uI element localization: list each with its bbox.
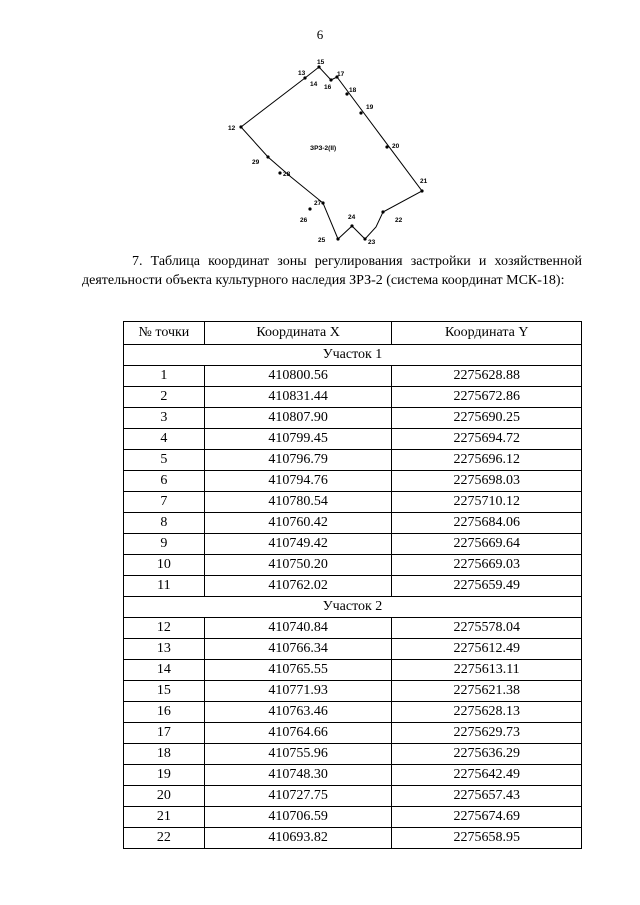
table-row — [124, 702, 582, 723]
cell-point-number: 3 — [124, 408, 205, 429]
cell-point-number: 22 — [124, 828, 205, 849]
cell-point-number: 13 — [124, 639, 205, 660]
section-row — [124, 597, 582, 618]
cell-point-number: 1 — [124, 366, 205, 387]
cell-point-number: 16 — [124, 702, 205, 723]
zone-plan-diagram — [0, 0, 640, 250]
point-label: 28 — [283, 171, 291, 178]
cell-coordinate-y: 2275669.64 — [392, 534, 582, 555]
table-row — [124, 366, 582, 387]
table-row — [124, 618, 582, 639]
cell-point-number: 6 — [124, 471, 205, 492]
table-row — [124, 534, 582, 555]
cell-coordinate-y: 2275696.12 — [392, 450, 582, 471]
cell-coordinate-x: 410780.54 — [204, 492, 392, 513]
cell-point-number: 10 — [124, 555, 205, 576]
cell-coordinate-x: 410748.30 — [204, 765, 392, 786]
cell-point-number: 17 — [124, 723, 205, 744]
cell-coordinate-x: 410807.90 — [204, 408, 392, 429]
cell-point-number: 18 — [124, 744, 205, 765]
table-row — [124, 681, 582, 702]
cell-coordinate-x: 410763.46 — [204, 702, 392, 723]
cell-point-number: 4 — [124, 429, 205, 450]
cell-point-number: 19 — [124, 765, 205, 786]
table-row — [124, 744, 582, 765]
cell-coordinate-y: 2275628.13 — [392, 702, 582, 723]
cell-coordinate-y: 2275659.49 — [392, 576, 582, 597]
cell-coordinate-x: 410766.34 — [204, 639, 392, 660]
cell-coordinate-x: 410755.96 — [204, 744, 392, 765]
point-label: 17 — [337, 71, 345, 78]
cell-point-number: 21 — [124, 807, 205, 828]
cell-coordinate-x: 410765.55 — [204, 660, 392, 681]
point-label: 18 — [349, 87, 357, 94]
page-number: 6 — [316, 27, 324, 42]
table-row — [124, 786, 582, 807]
cell-coordinate-y: 2275628.88 — [392, 366, 582, 387]
table-row — [124, 660, 582, 681]
table-row — [124, 429, 582, 450]
point-label: 16 — [324, 84, 332, 91]
cell-point-number: 11 — [124, 576, 205, 597]
point-label: 25 — [318, 237, 326, 244]
cell-coordinate-x: 410740.84 — [204, 618, 392, 639]
cell-point-number: 7 — [124, 492, 205, 513]
table-row — [124, 492, 582, 513]
cell-point-number: 14 — [124, 660, 205, 681]
table-row — [124, 387, 582, 408]
section-row — [124, 345, 582, 366]
cell-coordinate-x: 410799.45 — [204, 429, 392, 450]
table-row — [124, 723, 582, 744]
cell-coordinate-x: 410794.76 — [204, 471, 392, 492]
cell-coordinate-x: 410706.59 — [204, 807, 392, 828]
cell-coordinate-x: 410727.75 — [204, 786, 392, 807]
cell-coordinate-y: 2275710.12 — [392, 492, 582, 513]
coordinates-table — [123, 321, 582, 849]
cell-point-number: 8 — [124, 513, 205, 534]
cell-point-number: 12 — [124, 618, 205, 639]
table-row — [124, 576, 582, 597]
cell-coordinate-x: 410831.44 — [204, 387, 392, 408]
cell-coordinate-y: 2275578.04 — [392, 618, 582, 639]
header-coordinate-x: Координата X — [204, 322, 392, 345]
header-point-number: № точки — [124, 322, 205, 345]
cell-point-number: 9 — [124, 534, 205, 555]
cell-coordinate-y: 2275694.72 — [392, 429, 582, 450]
cell-point-number: 5 — [124, 450, 205, 471]
cell-coordinate-y: 2275621.38 — [392, 681, 582, 702]
point-label: 15 — [317, 59, 325, 66]
table-header-row — [124, 322, 582, 345]
table-row — [124, 807, 582, 828]
point-label: 12 — [228, 125, 236, 132]
point-label: 20 — [392, 143, 400, 150]
cell-coordinate-y: 2275658.95 — [392, 828, 582, 849]
cell-coordinate-x: 410771.93 — [204, 681, 392, 702]
cell-point-number: 15 — [124, 681, 205, 702]
point-label: 13 — [298, 70, 306, 77]
header-coordinate-y: Координата Y — [392, 322, 582, 345]
cell-coordinate-y: 2275672.86 — [392, 387, 582, 408]
cell-point-number: 20 — [124, 786, 205, 807]
cell-coordinate-y: 2275629.73 — [392, 723, 582, 744]
cell-coordinate-y: 2275690.25 — [392, 408, 582, 429]
point-label: 27 — [314, 200, 322, 207]
cell-point-number: 2 — [124, 387, 205, 408]
table-row — [124, 555, 582, 576]
cell-coordinate-x: 410760.42 — [204, 513, 392, 534]
cell-coordinate-y: 2275674.69 — [392, 807, 582, 828]
cell-coordinate-x: 410800.56 — [204, 366, 392, 387]
zone-boundary — [241, 67, 422, 239]
cell-coordinate-y: 2275612.49 — [392, 639, 582, 660]
cell-coordinate-x: 410749.42 — [204, 534, 392, 555]
cell-coordinate-y: 2275657.43 — [392, 786, 582, 807]
cell-coordinate-x: 410693.82 — [204, 828, 392, 849]
point-label: 26 — [300, 217, 308, 224]
cell-coordinate-y: 2275698.03 — [392, 471, 582, 492]
zone-label: ЗРЗ-2(II) — [310, 145, 337, 152]
cell-coordinate-x: 410762.02 — [204, 576, 392, 597]
table-row — [124, 408, 582, 429]
table-row — [124, 450, 582, 471]
point-label: 22 — [395, 217, 403, 224]
point-label: 24 — [348, 214, 356, 221]
cell-coordinate-x: 410796.79 — [204, 450, 392, 471]
section-title: Участок 1 — [124, 345, 582, 366]
point-label: 14 — [310, 81, 318, 88]
point-label: 19 — [366, 104, 374, 111]
point-label: 21 — [420, 178, 428, 185]
point-label: 29 — [252, 159, 260, 166]
table-row — [124, 765, 582, 786]
point-label: 23 — [368, 239, 376, 246]
cell-coordinate-y: 2275642.49 — [392, 765, 582, 786]
cell-coordinate-x: 410750.20 — [204, 555, 392, 576]
table-row — [124, 471, 582, 492]
section-title: Участок 2 — [124, 597, 582, 618]
cell-coordinate-y: 2275636.29 — [392, 744, 582, 765]
cell-coordinate-y: 2275684.06 — [392, 513, 582, 534]
boundary-points — [239, 65, 423, 240]
cell-coordinate-y: 2275669.03 — [392, 555, 582, 576]
table-caption: 7. Таблица координат зоны регулирования застройки и хозяйственной деятельности объекта культурного наследия ЗРЗ-2 (система координат МСК-18): — [82, 254, 582, 288]
cell-coordinate-y: 2275613.11 — [392, 660, 582, 681]
table-row — [124, 639, 582, 660]
table-row — [124, 513, 582, 534]
table-row — [124, 828, 582, 849]
cell-coordinate-x: 410764.66 — [204, 723, 392, 744]
